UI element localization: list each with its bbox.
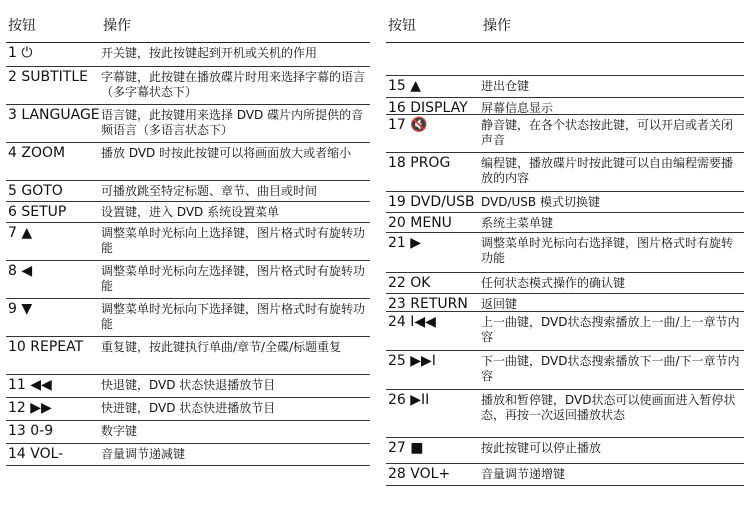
button-key-name: 13 0-9 [8,423,54,439]
button-function-description: 上一曲键，DVD状态搜索播放上一曲/上一章节内容 [481,315,740,344]
table-row [6,299,370,337]
table-row [6,105,370,143]
button-key-name: 5 GOTO [8,183,63,199]
table-row [386,312,744,351]
table-row [6,143,370,181]
table-row [6,398,370,421]
button-key-name: 6 SETUP [8,204,67,220]
button-function-description: 数字键 [101,424,138,438]
button-key-name: 9 ▼ [8,301,33,317]
button-key-name: 26 ▶II [388,392,430,408]
desc-column-header: 操作 [483,18,511,34]
button-function-description: 屏幕信息显示 [481,101,554,115]
table-row [386,390,744,438]
button-function-description: 播放和暂停键，DVD状态可以使画面进入暂停状态，再按一次返回播放状态 [481,393,736,422]
button-function-description: 开关键，按此按键起到开机或关机的作用 [101,46,318,60]
right-table-body [386,76,744,486]
table-row [6,223,370,261]
button-function-description: 语言键，此按键用来选择 DVD 碟片内所提供的音频语言（多语言状态下） [101,108,364,137]
button-key-name: 25 ▶▶I [388,353,436,369]
table-row [386,351,744,390]
button-function-description: 任何状态模式操作的确认键 [481,276,626,290]
table-row [386,464,744,486]
button-function-description: 字幕键，此按键在播放碟片时用来选择字幕的语言（多字幕状态下） [101,70,366,99]
table-row [386,294,744,312]
right-table [386,8,744,486]
table-row [386,213,744,233]
button-function-description: 音量调节递减键 [101,447,186,461]
button-key-name: 1 ⏻ [8,45,33,61]
button-function-description: 下一曲键，DVD状态搜索播放下一曲/下一章节内容 [481,354,740,383]
button-key-name: 11 ◀◀ [8,377,52,393]
button-key-name: 2 SUBTITLE [8,69,88,85]
button-function-description: 快退键，DVD 状态快退播放节目 [101,378,276,392]
button-function-description: 进出仓键 [481,79,530,93]
key-column-header: 按钮 [8,18,36,34]
left-table [6,8,370,466]
button-key-name: 22 OK [388,275,431,291]
button-function-description: 编程键，播放碟片时按此键可以自由编程需要播放的内容 [481,156,734,185]
table-row [386,438,744,464]
button-key-name: 14 VOL- [8,446,64,462]
button-key-name: 16 DISPLAY [388,100,468,116]
button-function-description: 按此按键可以停止播放 [481,441,602,455]
button-function-description: 设置键，进入 DVD 系统设置菜单 [101,205,280,219]
button-key-name: 19 DVD/USB [388,194,475,210]
table-row [386,233,744,273]
table-row [386,98,744,115]
button-key-name: 27 ■ [388,440,424,456]
button-function-description: 调整菜单时光标向左选择键，图片格式时有旋转功能 [101,264,366,293]
table-row [386,115,744,153]
left-table-body [6,43,370,466]
left-table-header [6,8,370,43]
table-row [386,76,744,98]
table-row [6,181,370,202]
button-function-description: 返回键 [481,297,518,311]
key-column-header: 按钮 [388,18,416,34]
button-key-name: 12 ▶▶ [8,400,52,416]
table-row [386,192,744,213]
button-function-description: 调整菜单时光标向下选择键，图片格式时有旋转功能 [101,302,366,331]
button-key-name: 23 RETURN [388,296,468,312]
button-function-description: 播放 DVD 时按此按键可以将画面放大或者缩小 [101,146,352,160]
table-row [6,202,370,223]
table-row [6,261,370,299]
right-table-header [386,8,744,43]
button-function-description: 调整菜单时光标向上选择键，图片格式时有旋转功能 [101,226,366,255]
button-key-name: 17 🔇 [388,117,428,133]
button-function-description: DVD/USB 模式切换键 [481,195,600,209]
table-row [6,67,370,105]
button-function-description: 可播放跳至特定标题、章节、曲目或时间 [101,184,318,198]
button-key-name: 10 REPEAT [8,339,84,355]
table-row [386,273,744,294]
blank-spacer-row [386,43,744,76]
button-key-name: 7 ▲ [8,225,33,241]
button-function-description: 系统主菜单键 [481,216,554,230]
button-key-name: 15 ▲ [388,78,422,94]
button-key-name: 24 I◀◀ [388,314,436,330]
button-key-name: 3 LANGUAGE [8,107,100,123]
button-key-name: 20 MENU [388,215,452,231]
table-row [6,444,370,466]
button-function-description: 调整菜单时光标向右选择键，图片格式时有旋转功能 [481,236,734,265]
button-function-description: 静音键，在各个状态按此键，可以开启或者关闭声音 [481,118,734,147]
table-row [6,421,370,444]
button-key-name: 4 ZOOM [8,145,66,161]
button-key-name: 28 VOL+ [388,466,451,482]
table-row [386,153,744,192]
button-function-description: 重复键，按此键执行单曲/章节/全碟/标题重复 [101,340,342,354]
table-row [6,375,370,398]
table-row [6,43,370,67]
desc-column-header: 操作 [103,18,131,34]
button-key-name: 8 ◀ [8,263,33,279]
button-function-description: 音量调节递增键 [481,467,566,481]
table-row [6,337,370,375]
button-function-description: 快进键，DVD 状态快进播放节目 [101,401,276,415]
button-key-name: 21 ▶ [388,235,422,251]
button-key-name: 18 PROG [388,155,451,171]
